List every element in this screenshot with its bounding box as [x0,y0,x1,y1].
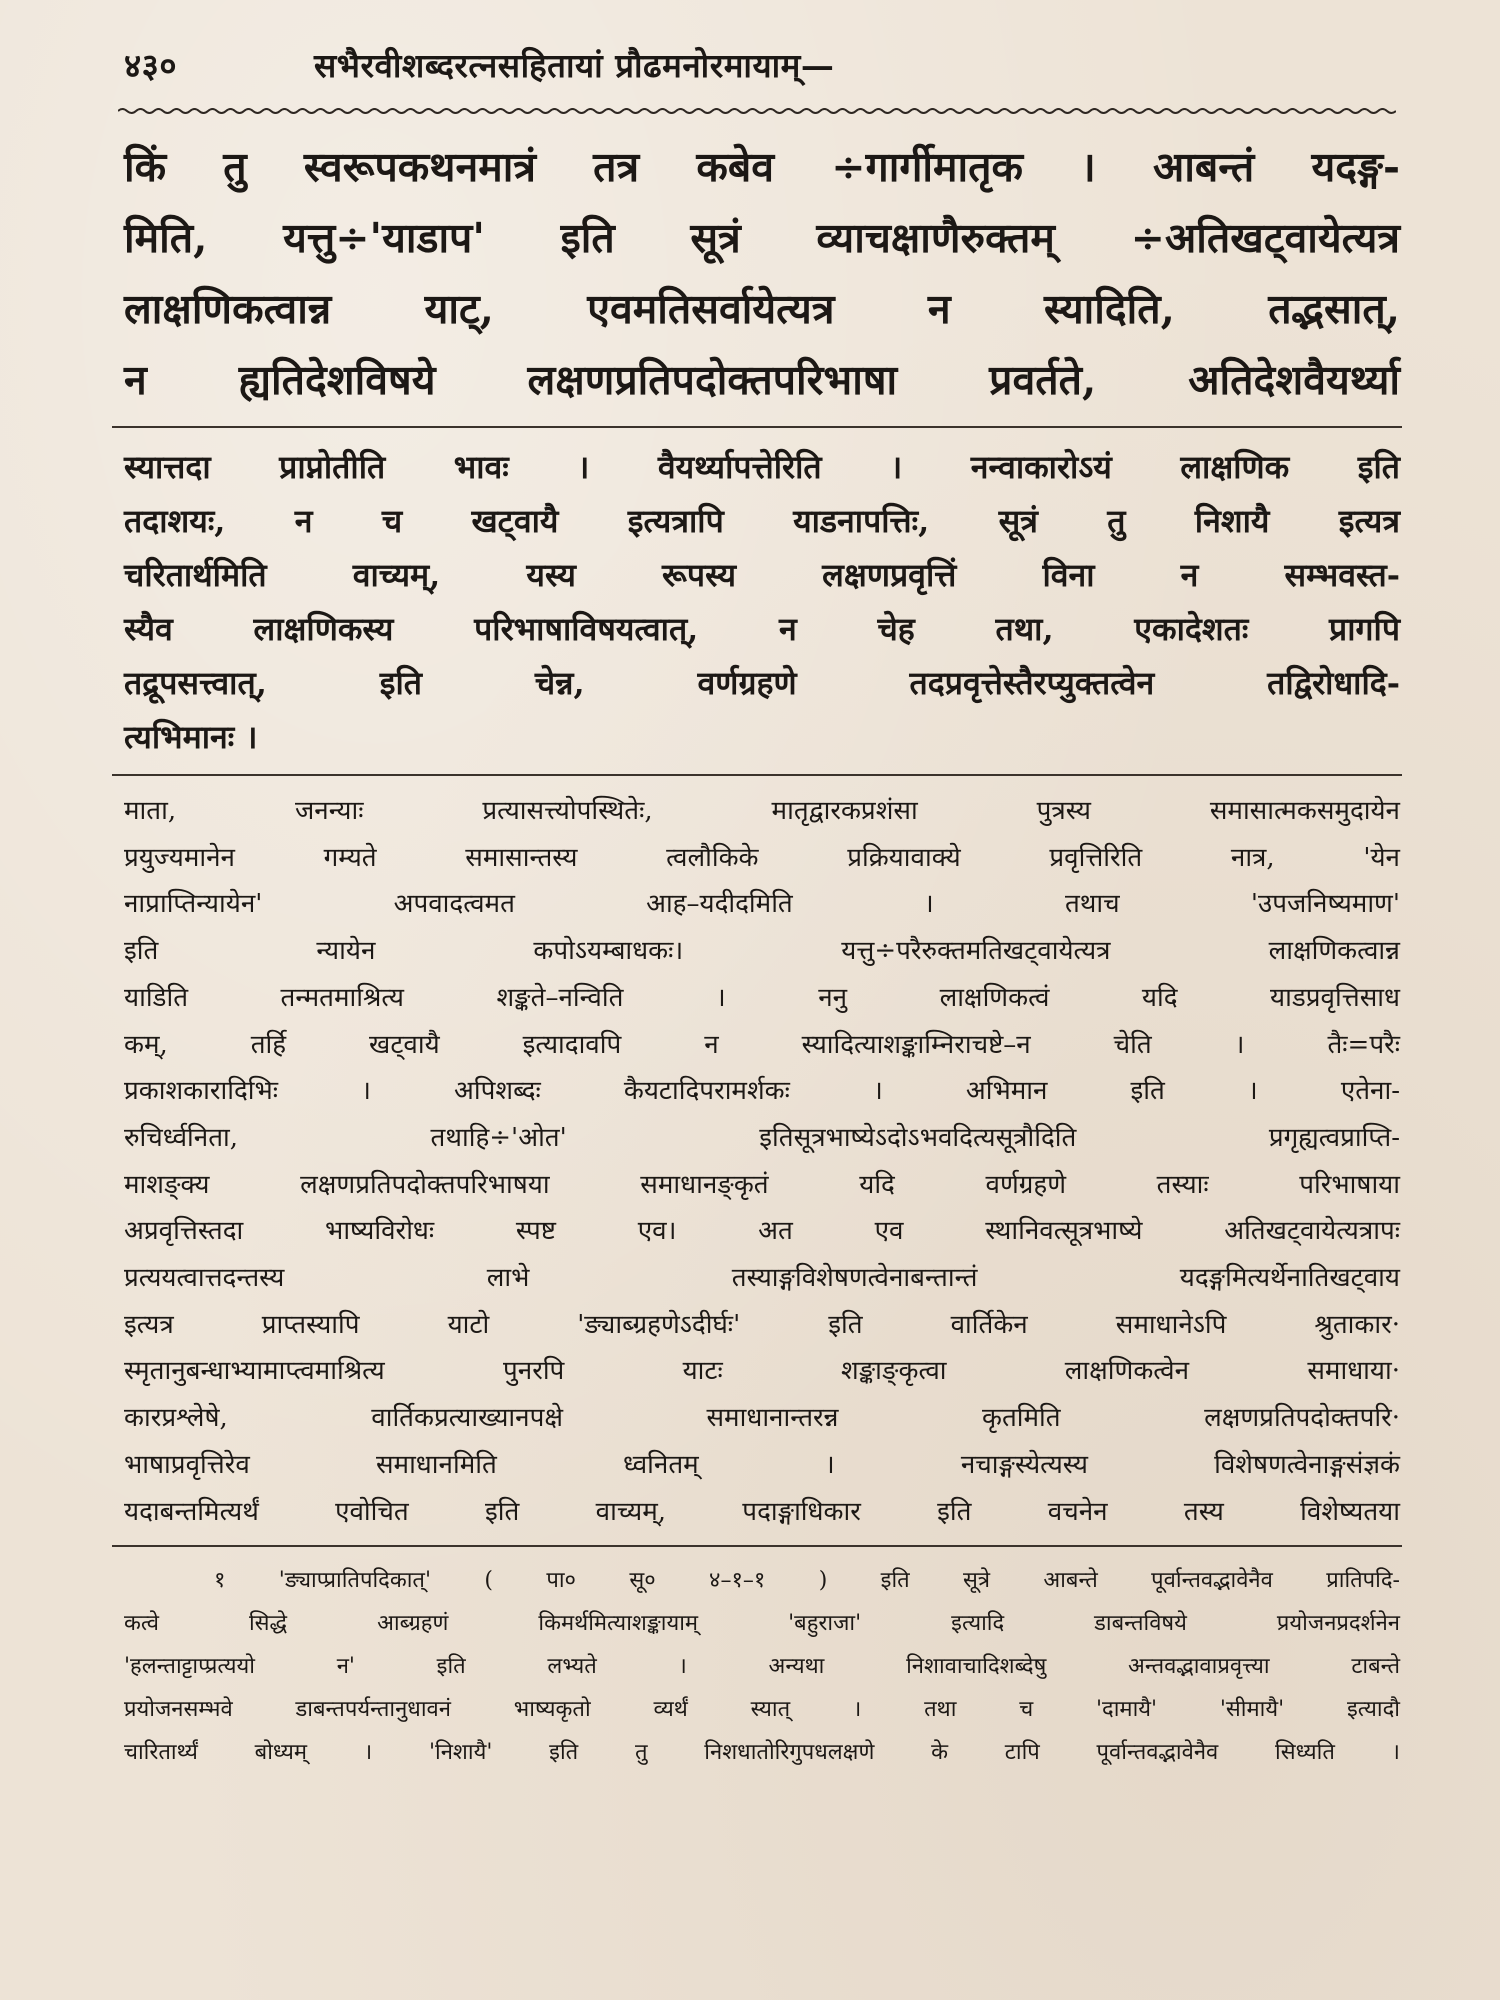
commentary-line: कम्, तर्हि खट्वायै इत्यादावपि न स्यादित्याशङ्काम्निराचष्टे–न चेति । तैः=परैः [124,1029,1400,1060]
commentary-line: माता, जनन्याः प्रत्यासत्त्योपस्थितेः, मातृद्वारकप्रशंसा पुत्रस्य समासात्मकसमुदायेन [124,796,1400,826]
commentary-line: अप्रवृत्तिस्तदा भाष्यविरोधः स्पष्ट एव। अत एव स्थानिवत्सूत्रभाष्ये अतिखट्वायेत्यत्रापः [124,1216,1400,1247]
wavy-header-rule [118,104,1396,118]
commentary-line: इत्यत्र प्राप्तस्यापि याटो 'ङ्याब्ग्रहणेऽदीर्घः' इति वार्तिकेन समाधानेऽपि श्रुताकार· [124,1309,1400,1340]
sub-commentary-line: त्यभिमानः । [124,718,258,756]
commentary-line: रुचिर्ध्वनिता, तथाहि÷'ओत' इतिसूत्रभाष्येऽदोऽभवदित्यसूत्रौदिति प्रगृह्यत्वप्राप्ति- [124,1122,1400,1153]
commentary-line: प्रयुज्यमानेन गम्यते समासान्तस्य त्वलौकिके प्रक्रियावाक्ये प्रवृत्तिरिति नात्र, 'येन [124,842,1400,873]
commentary-block [124,788,1400,1535]
footnote-line: चारितार्थ्यं बोध्यम् । 'निशायै' इति तु निशधातोरिगुपधलक्षणे के टापि पूर्वान्तवद्भावेनैव सिध्यति । [124,1740,1400,1766]
commentary-line: नाप्राप्तिन्यायेन' अपवादत्वमत आह–यदीदमिति । तथाच 'उपजनिष्यमाण' [124,889,1400,920]
commentary-line: कारप्रश्लेषे, वार्तिकप्रत्याख्यानपक्षे समाधानान्तरन्न कृतमिति लक्षणप्रतिपदोक्तपरि· [124,1403,1400,1434]
section-divider [112,774,1402,776]
commentary-line: प्रत्ययत्वात्तदन्तस्य लाभे तस्याङ्गविशेषणत्वेनाबन्तान्तं यदङ्गमित्यर्थेनातिखट्वाय [124,1263,1400,1294]
commentary-line: भाषाप्रवृत्तिरेव समाधानमिति ध्वनितम् । नचाङ्गस्येत्यस्य विशेषणत्वेनाङ्गसंज्ञकं [124,1449,1400,1480]
sub-commentary-block [124,440,1400,764]
footnote-line: 'हलन्ताट्टाप्प्रत्ययो न' इति लभ्यते । अन्यथा निशावाचादिशब्देषु अन्तवद्भावाप्रवृत्त्या टाबन्ते [124,1654,1400,1680]
footnote-line: प्रयोजनसम्भवे डाबन्तपर्यन्तानुधावनं भाष्यकृतो व्यर्थं स्यात् । तथा च 'दामायै' 'सीमायै' इत्यादौ [124,1697,1400,1723]
sub-commentary-line: तदाशयः, न च खट्वायै इत्यत्रापि याडनापत्तिः, सूत्रं तु निशायै इत्यत्र [124,502,1400,540]
verse-line: किं तु स्वरूपकथनमात्रं तत्र कबेव ÷गार्गीमातृक । आबन्तं यदङ्ग- [124,143,1400,191]
section-divider [112,426,1402,428]
verse-line: न ह्यतिदेशविषये लक्षणप्रतिपदोक्तपरिभाषा प्रवर्तते, अतिदेशवैयर्थ्या [124,356,1400,404]
running-title: सभैरवीशब्दरत्नसहितायां प्रौढमनोरमायाम्— [314,46,835,85]
commentary-line: यदाबन्तमित्यर्थं एवोचित इति वाच्यम्, पदाङ्गाधिकार इति वचनेन तस्य विशेष्यतया [124,1496,1400,1527]
footnote-divider [112,1545,1402,1547]
sub-commentary-line: चरितार्थमिति वाच्यम्, यस्य रूपस्य लक्षणप्रवृत्तिं विना न सम्भवस्त- [124,556,1400,594]
commentary-line: प्रकाशकारादिभिः । अपिशब्दः कैयटादिपरामर्शकः । अभिमान इति । एतेना- [124,1076,1400,1107]
footnote-block [124,1559,1400,1774]
commentary-line: इति न्यायेन कपोऽयम्बाधकः। यत्तु÷परैरुक्तमतिखट्वायेत्यत्र लाक्षणिकत्वान्न [124,936,1400,967]
sub-commentary-line: तद्रूपसत्त्वात्, इति चेन्न, वर्णग्रहणे तदप्रवृत्तेस्तैरप्युक्तत्वेन तद्विरोधादि- [124,664,1400,702]
sub-commentary-line: स्यैव लाक्षणिकस्य परिभाषाविषयत्वात्, न चेह तथा, एकादेशतः प्रागपि [124,610,1400,648]
footnote-line: कत्वे सिद्धे आब्ग्रहणं किमर्थमित्याशङ्कायाम् 'बहुराजा' इत्यादि डाबन्तविषये प्रयोजनप्रदर्शनेन [124,1611,1400,1637]
verse-line: लाक्षणिकत्वान्न याट्, एवमतिसर्वायेत्यत्र न स्यादिति, तद्भसात्, [124,285,1400,333]
footnote-line: १ 'ङ्याप्प्रातिपदिकात्' ( पा० सू० ४–१–१ ) इति सूत्रे आबन्ते पूर्वान्तवद्भावेनैव प्रातिपदि- [214,1568,1400,1594]
page-number: ४३० [124,46,177,85]
commentary-line: माशङ्क्य लक्षणप्रतिपदोक्तपरिभाषया समाधानङ्कृतं यदि वर्णग्रहणे तस्याः परिभाषाया [124,1169,1400,1200]
verse-block [124,132,1400,416]
verse-line: मिति, यत्तु÷'याडाप' इति सूत्रं व्याचक्षाणैरुक्तम् ÷अतिखट्वायेत्यत्र [124,214,1400,262]
sub-commentary-line: स्यात्तदा प्राप्नोतीति भावः । वैयर्थ्यापत्तेरिति । नन्वाकारोऽयं लाक्षणिक इति [124,448,1400,486]
commentary-line: स्मृतानुबन्धाभ्यामाप्त्वमाश्रित्य पुनरपि याटः शङ्काङ्कृत्वा लाक्षणिकत्वेन समाधाया· [124,1356,1400,1387]
running-head [124,42,1400,90]
commentary-line: याडिति तन्मतमाश्रित्य शङ्कते–नन्विति । ननु लाक्षणिकत्वं यदि याडप्रवृत्तिसाध [124,982,1400,1013]
